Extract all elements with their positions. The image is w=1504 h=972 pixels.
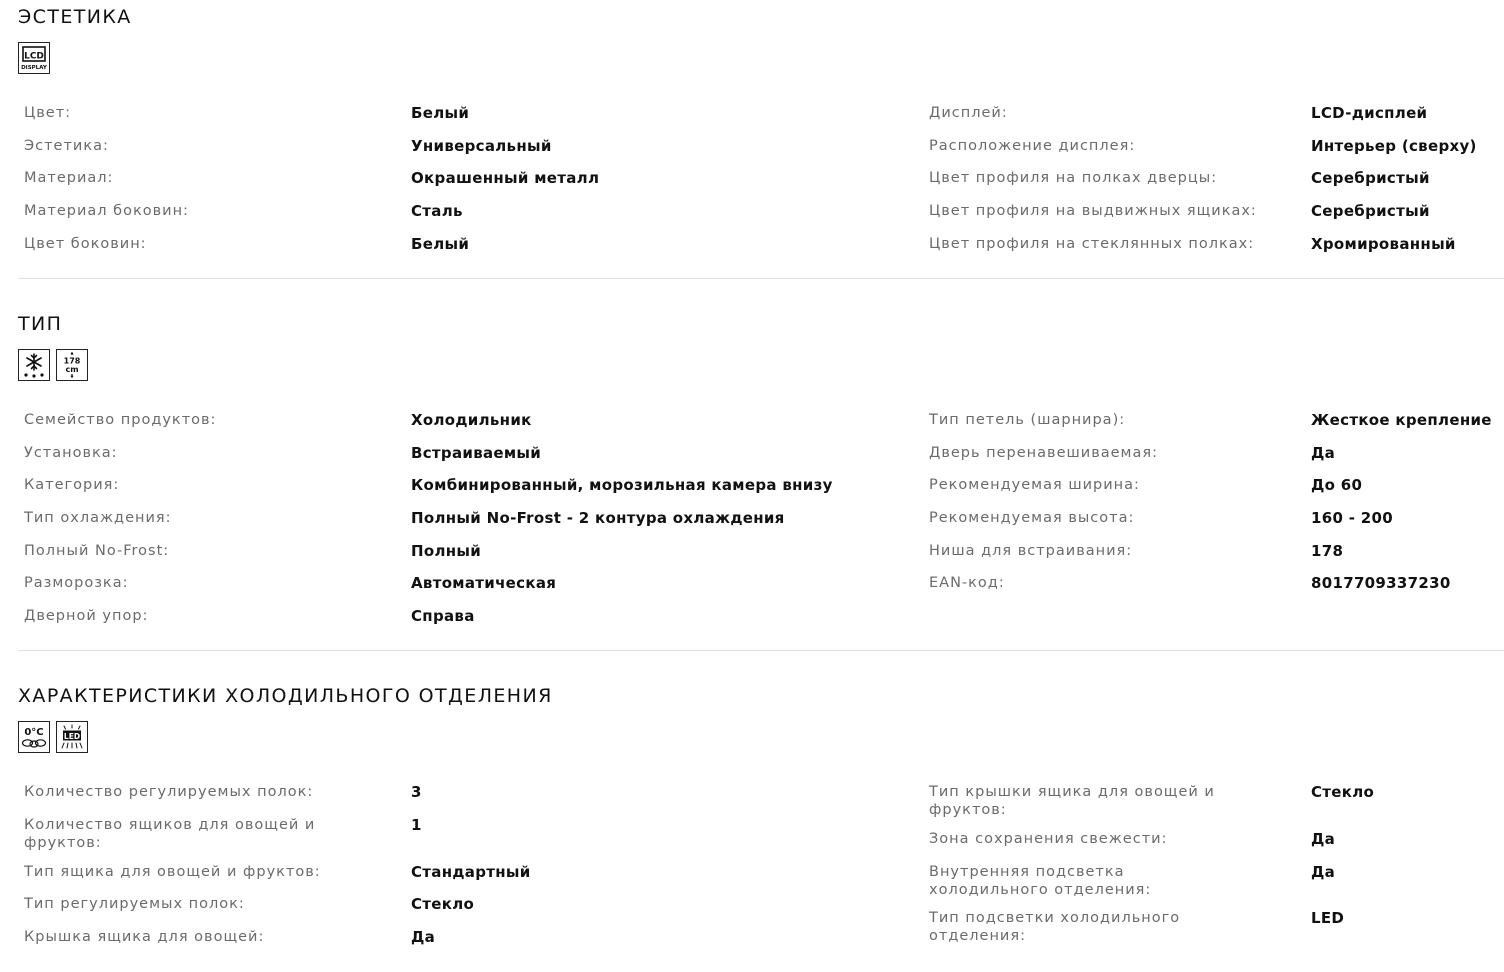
spec-label: Рекомендуемая высота: — [929, 510, 1135, 526]
spec-value: 160 - 200 — [1311, 509, 1393, 527]
section-divider — [18, 278, 1504, 279]
spec-value: Стандартный — [411, 863, 531, 881]
spec-value: 3 — [411, 783, 422, 801]
svg-text:cm: cm — [65, 365, 79, 374]
svg-text:DISPLAY: DISPLAY — [21, 65, 47, 71]
spec-value: LCD-дисплей — [1311, 104, 1428, 122]
spec-label: Расположение дисплея: — [929, 138, 1136, 154]
spec-value: Полный No-Frost - 2 контура охлаждения — [411, 509, 785, 527]
svg-text:LED: LED — [63, 731, 81, 741]
spec-label: Цвет боковин: — [24, 236, 147, 252]
spec-value: Серебристый — [1311, 202, 1430, 220]
spec-value: Сталь — [411, 202, 463, 220]
spec-value: Да — [1311, 830, 1336, 848]
feature-icons — [18, 721, 88, 753]
spec-label: Дисплей: — [929, 105, 1008, 121]
spec-label: Эстетика: — [24, 138, 109, 154]
spec-value: До 60 — [1311, 476, 1363, 494]
spec-value: Хромированный — [1311, 235, 1456, 253]
svg-text:0°C: 0°C — [24, 727, 44, 738]
section-title: ЭСТЕТИКА — [18, 6, 132, 28]
spec-value: Стекло — [411, 895, 475, 913]
spec-label: Количество ящиков для овощей и фруктов: — [24, 817, 316, 851]
spec-label: Категория: — [24, 477, 120, 493]
spec-label: Ниша для встраивания: — [929, 543, 1133, 559]
spec-value: Да — [411, 928, 436, 946]
spec-label: Тип петель (шарнира): — [929, 412, 1126, 428]
svg-text:LCD: LCD — [24, 51, 44, 62]
feature-icons — [18, 349, 88, 381]
spec-label: Цвет профиля на стеклянных полках: — [929, 236, 1255, 252]
niche-height-icon — [56, 349, 88, 381]
spec-label: Цвет профиля на полках дверцы: — [929, 170, 1218, 186]
spec-value: Встраиваемый — [411, 444, 542, 462]
spec-value: Да — [1311, 444, 1336, 462]
spec-value: 8017709337230 — [1311, 574, 1451, 592]
lcd-display-icon — [18, 42, 50, 74]
spec-label: Тип ящика для овощей и фруктов: — [24, 864, 321, 880]
spec-value: Полный — [411, 542, 482, 560]
spec-value: Стекло — [1311, 783, 1375, 801]
spec-label: Крышка ящика для овощей: — [24, 929, 265, 945]
spec-value: 178 — [1311, 542, 1344, 560]
section-divider — [18, 650, 1504, 651]
section-title: ХАРАКТЕРИСТИКИ ХОЛОДИЛЬНОГО ОТДЕЛЕНИЯ — [18, 685, 553, 707]
spec-label: Зона сохранения свежести: — [929, 831, 1168, 847]
spec-value: Интерьер (сверху) — [1311, 137, 1477, 155]
spec-label: Внутренняя подсветка холодильного отделения: — [929, 864, 1152, 898]
section-title: ТИП — [18, 313, 63, 335]
spec-value: Комбинированный, морозильная камера внизу — [411, 476, 833, 494]
spec-value: Универсальный — [411, 137, 552, 155]
no-frost-snowflake-icon — [18, 349, 50, 381]
spec-value: Серебристый — [1311, 169, 1430, 187]
spec-label: Цвет: — [24, 105, 72, 121]
spec-label: Дверной упор: — [24, 608, 149, 624]
spec-value: LED — [1311, 909, 1345, 927]
spec-label: Тип крышки ящика для овощей и фруктов: — [929, 784, 1215, 818]
spec-label: Рекомендуемая ширина: — [929, 477, 1140, 493]
spec-value: Окрашенный металл — [411, 169, 600, 187]
spec-label: Тип охлаждения: — [24, 510, 172, 526]
spec-label: Дверь перенавешиваемая: — [929, 445, 1158, 461]
spec-label: Установка: — [24, 445, 118, 461]
svg-text:178: 178 — [63, 356, 81, 366]
spec-value: 1 — [411, 816, 422, 834]
spec-value: Справа — [411, 607, 475, 625]
spec-value: Автоматическая — [411, 574, 557, 592]
spec-value: Холодильник — [411, 411, 532, 429]
spec-label: Материал: — [24, 170, 114, 186]
spec-value: Белый — [411, 235, 470, 253]
spec-label: Тип подсветки холодильного отделения: — [929, 910, 1181, 944]
spec-label: Количество регулируемых полок: — [24, 784, 314, 800]
spec-value: Жесткое крепление — [1311, 411, 1492, 429]
led-light-icon — [56, 721, 88, 753]
spec-label: Полный No-Frost: — [24, 543, 170, 559]
spec-value: Да — [1311, 863, 1336, 881]
spec-label: Тип регулируемых полок: — [24, 896, 245, 912]
spec-label: Цвет профиля на выдвижных ящиках: — [929, 203, 1257, 219]
zero-degree-zone-icon — [18, 721, 50, 753]
spec-value: Белый — [411, 104, 470, 122]
spec-label: Семейство продуктов: — [24, 412, 217, 428]
spec-label: EAN-код: — [929, 575, 1005, 591]
feature-icons — [18, 42, 50, 74]
spec-label: Разморозка: — [24, 575, 129, 591]
spec-label: Материал боковин: — [24, 203, 189, 219]
